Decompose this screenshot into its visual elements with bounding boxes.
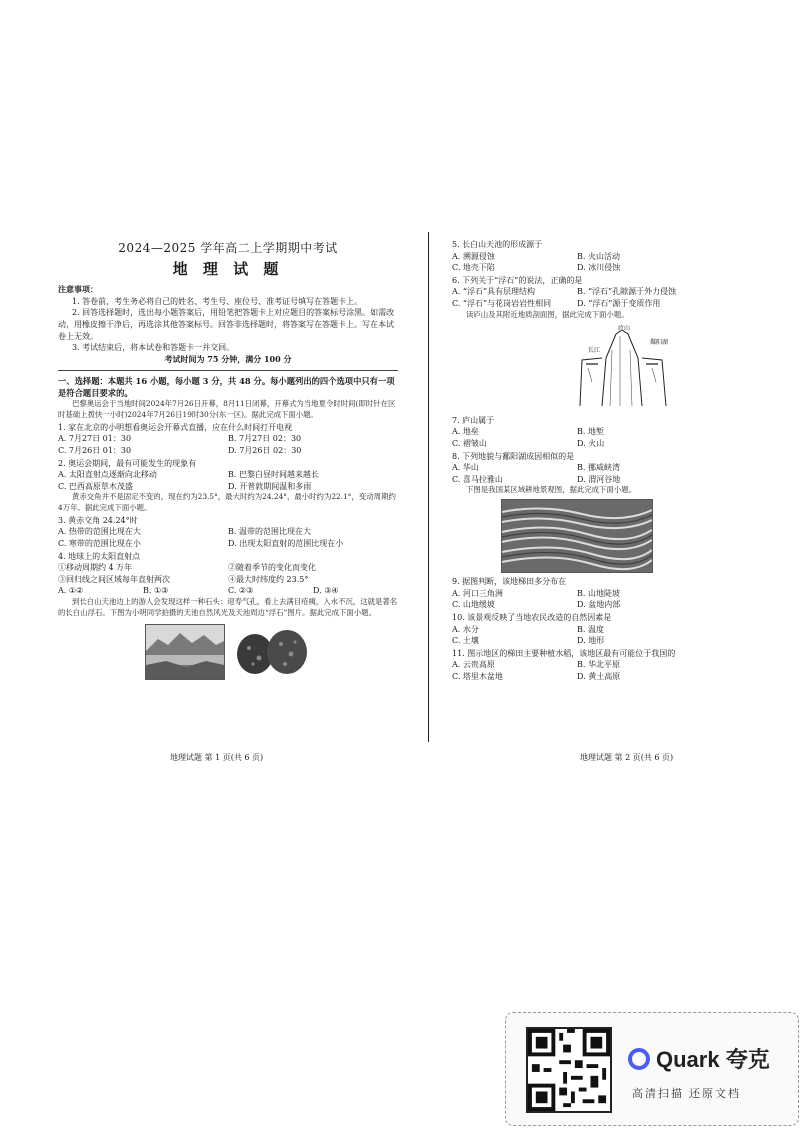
option: C. 巴西高原草木茂盛 [58,481,133,491]
option: D. 渭河谷地 [577,474,621,484]
items-q4 [58,562,398,574]
note-item: 1. 答卷前，考生务必将自己的姓名、考生号、座位号、准考证号填写在答题卡上。 [72,296,363,306]
option: D. 黄土高原 [577,671,621,681]
passage: 下图是我国某区域耕地景观图，据此完成下面小题。 [466,485,636,495]
options-q3 [58,538,398,550]
options-q1 [58,433,398,445]
option: D. 地形 [577,636,605,646]
option: A. 河口三角洲 [452,588,503,598]
options-q2 [58,469,398,481]
note-item: 2. 回答选择题时，选出每小题答案后，用铅笔把答题卡上对应题目的答案标号涂黑。如需改动，用橡皮擦干净后，再选涂其他答案标号。回答非选择题时，将答案写在答题卡上。写在本试卷上无效。 [58,308,395,341]
option: C. 地壳下陷 [452,263,495,273]
question-5: 5. 长白山天池的形成源于 [452,240,543,249]
passage: 读庐山及其附近地质剖面图，据此完成下面小题。 [466,309,629,319]
passage: 黄赤交角并不是固定不变的，现在约为23.5°，最大时约为24.24°，最小时约为22.1°，变动周期约4万年。据此完成下面小题。 [58,492,396,513]
option: B. ①③ [143,586,169,596]
option: C. 7月26日 01：30 [58,445,132,455]
option: A. 华山 [452,463,479,473]
items-q4 [58,574,398,586]
option: D. 冰川侵蚀 [577,263,621,273]
option: C. 山地缓坡 [452,600,495,610]
options-q5 [452,251,702,263]
option: C. “浮石”与花岗岩岩性相同 [452,298,552,308]
option: B. 温带的范围比现在大 [228,527,311,537]
options-q9 [452,599,702,611]
option: D. 盆地内部 [577,600,621,610]
question-11: 11. 图示地区的梯田主要种植水稻，该地区最有可能位于我国的 [452,648,676,658]
option: B. 7月27日 02：30 [228,434,302,444]
passage: 到长白山天池边上的游人会发现这样一种石头：迎寿气孔，看上去满目疮痍，入水不沉，这就是著名的长白山浮石。下图为小明同学拍摄的天池自然风光及天池周边“浮石”图片。据此完成下面小题。 [58,596,398,617]
note-item: 3. 考试结束后，将本试卷和答题卡一并交回。 [72,343,235,353]
option: A. 溯源侵蚀 [452,251,495,261]
statement: ①移动周期约 4 万年 [58,563,133,573]
option: A. “浮石”具有层理结构 [452,287,536,297]
options-q2 [58,481,398,493]
options-q10 [452,624,702,636]
option: A. ①② [58,586,84,596]
option: C. 塔里木盆地 [452,671,503,681]
option: D. 火山 [577,439,605,449]
photo-row [58,624,398,680]
quark-logo [628,1043,770,1074]
section-heading: 一、选择题：本题共 16 小题，每小题 3 分，共 48 分。每小题列出的四个选项中只有一项是符合题目要求的。 [58,376,395,399]
question-9: 9. 据图判断，该地梯田多分布在 [452,577,567,587]
brand-name: Quark 夸克 [656,1047,770,1072]
option: C. 寒带的范围比现在小 [58,539,141,549]
options-q1 [58,445,398,457]
section-divider [58,370,398,371]
option: B. 挪威峡湾 [577,463,620,473]
option: B. 地堑 [577,427,604,437]
option: B. 温度 [577,624,604,634]
options-q3 [58,526,398,538]
options-q6 [452,286,702,298]
lushan-geologic-profile [452,320,702,410]
option: D. 出现太阳直射的范围比现在小 [228,539,344,549]
option: A. 水分 [452,624,479,634]
option: A. 热带的范围比现在大 [58,527,141,537]
label-yangtze: 长江 [588,347,601,355]
option: C. 褶皱山 [452,439,487,449]
option: A. 太阳直射点逐渐向北移动 [58,470,157,480]
question-7: 7. 庐山属于 [452,415,495,425]
option: A. 地垒 [452,427,479,437]
label-lushan: 庐山 [618,325,631,333]
statement: ②随着季节的变化而变化 [228,563,316,573]
statement: ④最大时纬度约 23.5° [228,574,309,584]
scanner-watermark [505,1012,799,1126]
question-10: 10. 该景观反映了当地农民改造的自然因素是 [452,612,612,622]
page-divider [428,232,429,742]
options-q6 [452,298,702,310]
label-poyang: 鄱阳湖 [650,339,669,347]
options-q7 [452,426,702,438]
exam-title: 2024—2025 学年高二上学期期中考试 [118,241,338,255]
page-left [58,238,398,768]
qr-code-icon[interactable] [526,1027,612,1113]
question-6: 6. 下列关于“浮石”的说法，正确的是 [452,275,583,285]
exam-time: 考试时间为 75 分钟，满分 100 分 [164,353,292,364]
subject-title: 地 理 试 题 [172,260,284,279]
options-q5 [452,262,702,274]
quark-logo-icon [628,1048,650,1070]
option: C. 土壤 [452,636,479,646]
options-q10 [452,635,702,647]
brand-slogan: 高清扫描 还原文档 [632,1088,742,1100]
question-8: 8. 下列地貌与鄱阳湖成因相似的是 [452,451,575,461]
option: B. 火山活动 [577,251,620,261]
notes-heading: 注意事项： [58,284,98,295]
option: C. ②③ [228,586,254,596]
options-q4 [58,585,398,597]
options-q8 [452,474,702,486]
question-1: 1. 家在北京的小明想看奥运会开幕式直播，应在什么时间打开电视 [58,422,293,432]
options-q8 [452,462,702,474]
passage: 巴黎奥运会于当地时间2024年7月26日开幕，8月11日闭幕，开幕式为当地夏令时时间(即时针在区时基础上拨快一小时)2024年7月26日19时30分(东一区)。据此完成下面小题。 [58,399,396,420]
statement: ③回归线之间区域每年直射两次 [58,574,170,584]
option: D. ③④ [313,586,339,596]
option: D. “浮石”源于变质作用 [577,298,661,308]
option: B. 山地陡坡 [577,588,620,598]
option: B. “浮石”孔隙源于外力侵蚀 [577,287,677,297]
option: D. 开普敦期间温和多雨 [228,481,312,491]
photo-wrap [452,499,702,573]
option: A. 云贵高原 [452,660,495,670]
page-right [452,238,702,768]
tianchi-lake-photo [145,624,225,680]
options-q11 [452,671,702,683]
option: B. 华北平原 [577,660,620,670]
question-4: 4. 地球上的太阳直射点 [58,551,141,561]
option: A. 7月27日 01：30 [58,434,132,444]
pumice-stone-photo [233,624,311,678]
question-2: 2. 奥运会期间，最有可能发生的现象有 [58,458,197,468]
options-q11 [452,659,702,671]
question-3: 3. 黄赤交角 24.24°时 [58,515,138,525]
options-q7 [452,438,702,450]
page-footer: 地理试题 第 1 页(共 6 页) [170,753,264,762]
option: D. 7月26日 02：30 [228,445,302,455]
options-q9 [452,588,702,600]
terrace-field-photo [501,499,653,573]
option: C. 喜马拉雅山 [452,474,503,484]
page-footer: 地理试题 第 2 页(共 6 页) [580,753,674,762]
option: B. 巴黎白昼时间越来越长 [228,470,319,480]
